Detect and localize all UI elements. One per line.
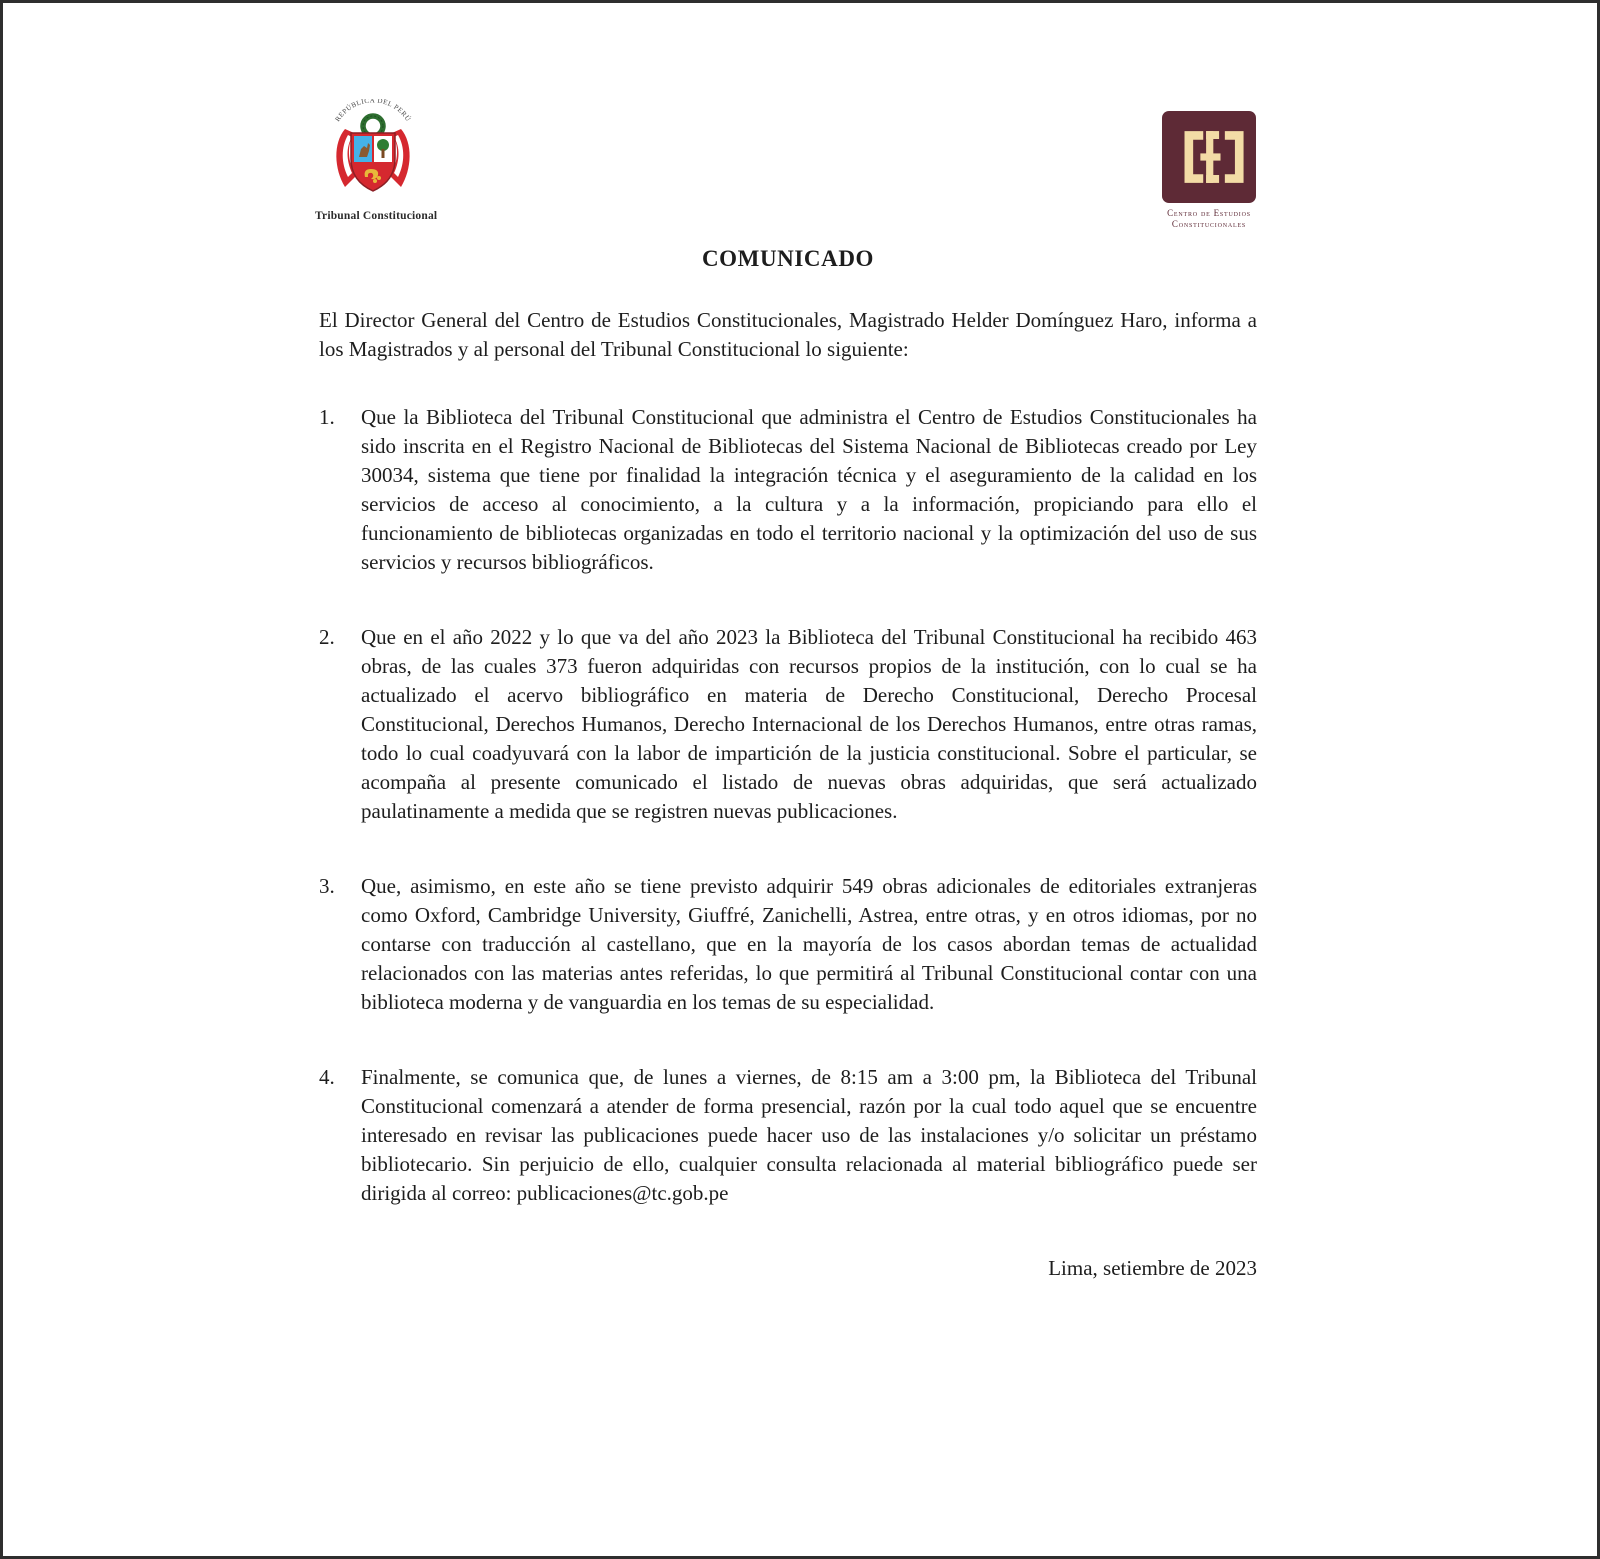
- date-line: Lima, setiembre de 2023: [1048, 1256, 1257, 1280]
- shield-icon: [351, 133, 395, 191]
- list-item-3: [319, 872, 1257, 1017]
- item-number: 1.: [319, 405, 335, 429]
- document-header: [3, 3, 1597, 243]
- item-number: 2.: [319, 625, 335, 649]
- tribunal-logo-caption: Tribunal Constitucional: [315, 210, 438, 222]
- page-title: COMUNICADO: [701, 246, 875, 271]
- list-item-4: [319, 1063, 1257, 1208]
- item-number: 3.: [319, 874, 335, 898]
- peru-coat-of-arms-icon: [315, 99, 431, 203]
- cec-logo-caption: [1161, 208, 1257, 229]
- svg-text:REPÚBLICA DEL PERÚ: [334, 99, 413, 123]
- cec-monogram-icon: [1162, 111, 1256, 203]
- intro-paragraph: El Director General del Centro de Estudios Constitucionales, Magistrado Helder Domínguez Haro, informa a los Magistrados y al personal del Tribunal Constitucional lo siguiente:: [319, 308, 1257, 361]
- cec-logo: [1161, 111, 1257, 229]
- coat-of-arms-arc-text: REPÚBLICA DEL PERÚ: [333, 99, 413, 124]
- cec-caption-line1: Centro de Estudios: [1167, 208, 1251, 218]
- list-item-1: [319, 403, 1257, 577]
- item-text: Que en el año 2022 y lo que va del año 2023 la Biblioteca del Tribunal Constitucional ha recibido 463 obras, de las cuales 373 fueron adquiridas con recursos propios de la institución, con lo cual se ha actualizado el acervo bibliográfico en materia de Derecho Constitucional, Derecho Procesal Constitucional, Derechos Humanos, Derecho Internacional de los Derechos Humanos, entre otras ramas, todo lo cual coadyuvará con la labor de impartición de la justicia constitucional. Sobre el particular, se acompaña al presente comunicado el listado de nuevas obras adquiridas, que será actualizado paulatinamente a medida que se registren nuevas publicaciones.: [361, 625, 1257, 823]
- list-item-2: [319, 623, 1257, 826]
- item-number: 4.: [319, 1065, 335, 1089]
- item-text: Finalmente, se comunica que, de lunes a viernes, de 8:15 am a 3:00 pm, la Biblioteca del Tribunal Constitucional comenzará a atender de forma presencial, razón por la cual todo aquel que se encuentre interesado en revisar las publicaciones puede hacer uso de las instalaciones y/o solicitar un préstamo bibliotecario. Sin perjuicio de ello, cualquier consulta relacionada al material bibliográfico puede ser dirigida al correo: publicaciones@tc.gob.pe: [361, 1065, 1257, 1205]
- tribunal-constitucional-logo: [315, 99, 438, 222]
- document-body: [319, 306, 1257, 1283]
- item-text: Que, asimismo, en este año se tiene previsto adquirir 549 obras adicionales de editoriales extranjeras como Oxford, Cambridge University, Giuffré, Zanichelli, Astrea, entre otras, y en otros idiomas, por no contarse con traducción al castellano, que en la mayoría de los casos abordan temas de actualidad relacionados con las materias antes referidas, lo que permitirá al Tribunal Constitucional contar con una biblioteca moderna y de vanguardia en los temas de su especialidad.: [361, 874, 1257, 1014]
- cec-caption-line2: Constitucionales: [1171, 218, 1247, 229]
- item-text: Que la Biblioteca del Tribunal Constitucional que administra el Centro de Estudios Constitucionales ha sido inscrita en el Registro Nacional de Bibliotecas del Sistema Nacional de Bibliotecas creado por Ley 30034, sistema que tiene por finalidad la integración técnica y el aseguramiento de la calidad en los servicios de acceso al conocimiento, a la cultura y a la información, propiciando para ello el funcionamiento de bibliotecas organizadas en todo el territorio nacional y la optimización del uso de sus servicios y recursos bibliográficos.: [361, 405, 1257, 574]
